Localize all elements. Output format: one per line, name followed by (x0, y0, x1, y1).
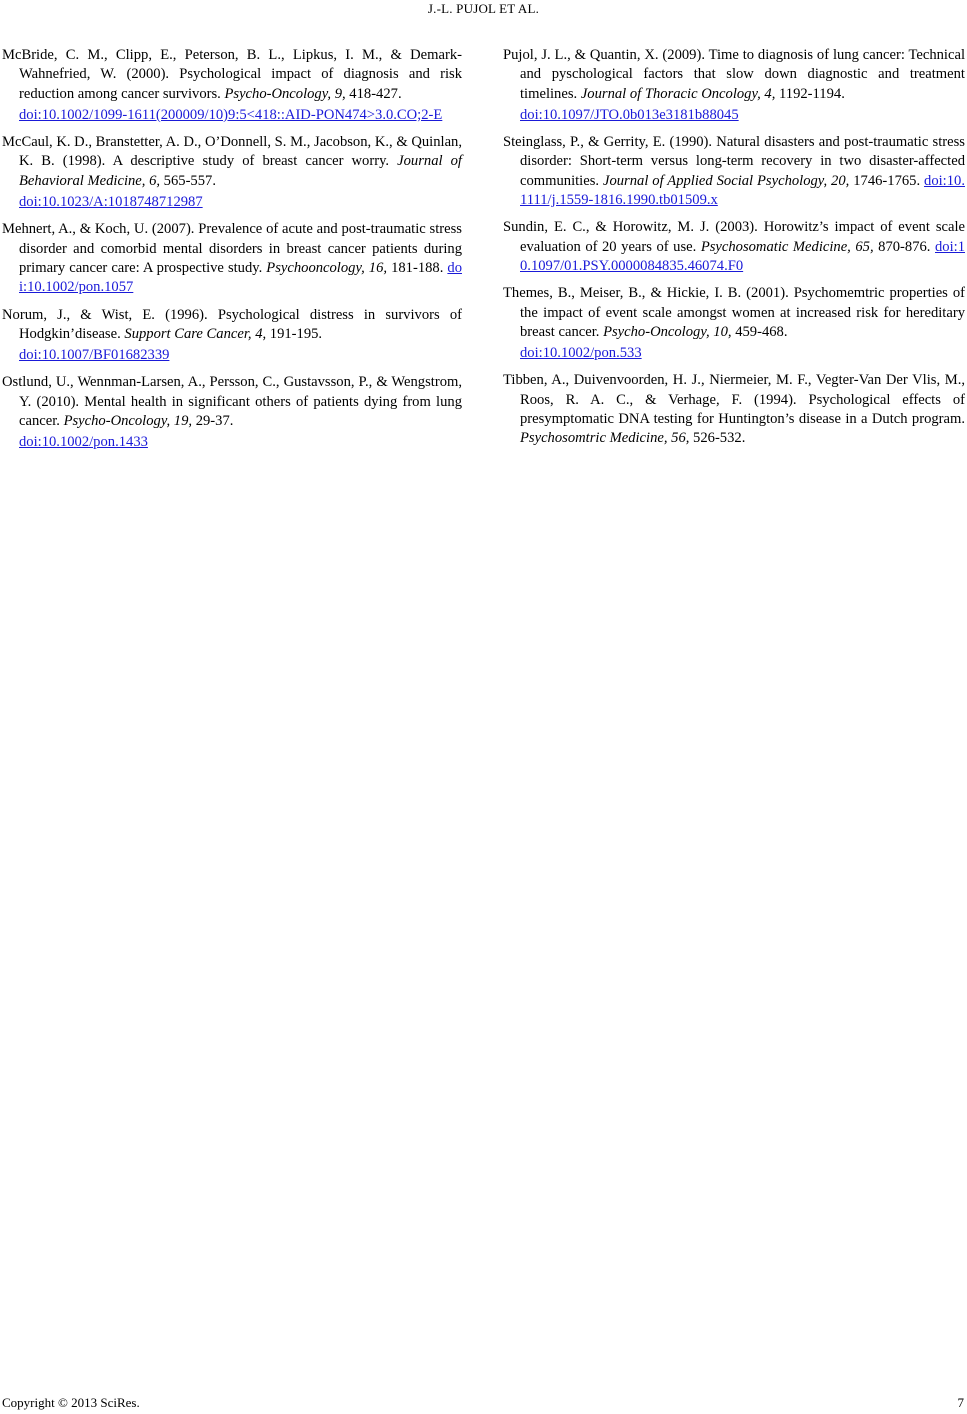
doi-link[interactable]: doi:10.1097/JTO.0b013e3181b88045 (520, 106, 739, 123)
reference-text: Steinglass, P., & Gerrity, E. (1990). Natural disasters and post-traumatic stress disorder: Short-term versus long-term recovery in two disaster-affected communities. (503, 134, 965, 189)
reference-journal: Psychosomatic Medicine, 65, (700, 238, 874, 255)
running-header: J.-L. PUJOL ET AL. (427, 1, 540, 16)
reference-text: Norum, J., & Wist, E. (1996). Psychological distress in survivors of Hodgkin’disease. (2, 306, 462, 342)
doi-link[interactable]: doi:10.1111/j.1559-1816.1990.tb01509.x (520, 172, 965, 209)
doi-link[interactable]: doi:10.1002/pon.1433 (19, 434, 148, 451)
reference-entry (503, 46, 965, 125)
reference-pages: 29-37. (192, 413, 234, 430)
doi-link[interactable]: doi:10.1097/01.PSY.0000084835.46074.F0 (520, 238, 965, 274)
doi-link[interactable]: doi:10.1002/1099-1611(200009/10)9:5<418::AID-PON474>3.0.CO;2-E (19, 106, 443, 123)
reference-text: McCaul, K. D., Branstetter, A. D., O’Donnell, S. M., Jacobson, K., & Quinlan, K. B. (1998). A descriptive study of breast cancer worry. (2, 134, 462, 170)
reference-pages: 181-188. (387, 259, 448, 276)
reference-entry (503, 284, 965, 363)
doi-link[interactable]: doi:10.1023/A:1018748712987 (19, 194, 203, 211)
reference-pages: 870-876. (873, 238, 935, 255)
reference-text: Mehnert, A., & Koch, U. (2007). Prevalence of acute and post-traumatic stress disorder and comorbid mental disorders in breast cancer patients during primary cancer care: A prospective study. (2, 221, 462, 276)
reference-pages: 459-468. (731, 323, 788, 340)
reference-pages: 191-195. (266, 325, 323, 342)
reference-journal: Psychosomtric Medicine, 56, (520, 430, 690, 447)
reference-text: Pujol, J. L., & Quantin, X. (2009). Time to diagnosis of lung cancer: Technical and pyschological factors that slow down diagnostic and treatment timelines. (503, 47, 965, 102)
reference-entry (2, 133, 462, 212)
reference-journal: Psycho-Oncology, 10, (603, 323, 732, 340)
reference-entry (503, 371, 965, 448)
references-left-column (2, 46, 462, 461)
reference-pages: 1192-1194. (775, 85, 845, 102)
reference-entry (2, 373, 462, 452)
reference-pages: 418-427. (345, 85, 402, 102)
doi-link[interactable]: doi:10.1002/pon.1057 (19, 259, 462, 296)
reference-journal: Journal of Thoracic Oncology, 4, (580, 85, 776, 102)
reference-pages: 1746-1765. (849, 172, 925, 189)
reference-entry (2, 220, 462, 297)
reference-text: Ostlund, U., Wennman-Larsen, A., Persson, C., Gustavsson, P., & Wengstrom, Y. (2010). Mental health in significant others of patients dying from lung cancer. (2, 374, 462, 430)
reference-text: McBride, C. M., Clipp, E., Peterson, B. L., Lipkus, I. M., & Demark-Wahnefried, W. (2000). Psychological impact of diagnosis and risk reduction among cancer survivors. (2, 47, 462, 102)
reference-text: Sundin, E. C., & Horowitz, M. J. (2003). Horowitz’s impact of event scale evaluation of 20 years of use. (503, 219, 965, 255)
references-right-column (503, 46, 965, 457)
reference-text: Tibben, A., Duivenvoorden, H. J., Niermeier, M. F., Vegter-Van Der Vlis, M., Roos, R. A. C., & Verhage, F. (1994). Psychological effects of presymptomatic DNA testing for Huntington’s disease in a Dutch program. (503, 372, 965, 428)
reference-journal: Psycho-Oncology, 9, (224, 85, 346, 102)
reference-journal: Psychooncology, 16, (266, 259, 388, 276)
doi-link[interactable]: doi:10.1002/pon.533 (520, 345, 642, 362)
reference-pages: 526-532. (689, 430, 746, 447)
reference-journal: Support Care Cancer, 4, (124, 325, 267, 342)
copyright-notice: Copyright © 2013 SciRes. (2, 1395, 140, 1410)
page-number: 7 (957, 1395, 964, 1410)
reference-entry (2, 46, 462, 125)
reference-entry (503, 218, 965, 276)
reference-entry (2, 306, 462, 366)
doi-link[interactable]: doi:10.1007/BF01682339 (19, 347, 170, 364)
reference-text: Themes, B., Meiser, B., & Hickie, I. B. (2001). Psychomemtric properties of the impact of event scale amongst women at increased risk for hereditary breast cancer. (503, 285, 965, 340)
reference-journal: Journal of Behavioral Medicine, 6, (19, 153, 462, 189)
reference-journal: Psycho-Oncology, 19, (63, 413, 193, 430)
reference-pages: 565-557. (160, 172, 216, 189)
reference-journal: Journal of Applied Social Psychology, 20, (602, 172, 850, 189)
reference-entry (503, 133, 965, 210)
